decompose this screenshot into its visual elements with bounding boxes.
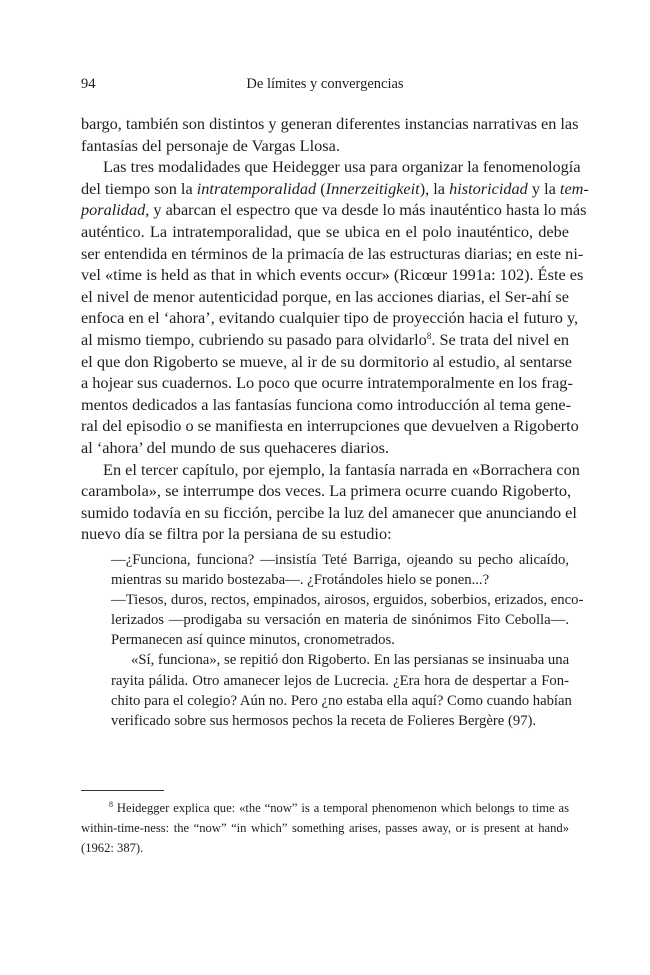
footnote-number: 8 bbox=[109, 800, 113, 809]
block-quote bbox=[111, 550, 584, 731]
text-line: bargo, también son distintos y generan diferentes instancias narrativas en las bbox=[81, 114, 579, 133]
quote-line: rayita pálida. Otro amanecer lejos de Lucrecia. ¿Era hora de despertar a Fon- bbox=[111, 672, 569, 689]
page-number: 94 bbox=[81, 76, 96, 92]
quote-line: mientras su marido bostezaba—. ¿Frotándoles hielo se ponen...? bbox=[111, 572, 490, 589]
text-line: nuevo día se filtra por la persiana de su estudio: bbox=[81, 524, 392, 544]
text-line: auténtico. La intratemporalidad, que se ubica en el polo inauténtico, debe bbox=[81, 221, 569, 241]
text-span: y la bbox=[527, 178, 560, 198]
text-line: al ‘ahora’ del mundo de sus quehaceres diarios. bbox=[81, 437, 390, 457]
italic-term: tem- bbox=[559, 178, 589, 198]
text-span: . Se trata del nivel en bbox=[431, 329, 570, 349]
text-span: Heidegger explica que: «the “now” is a temporal phenomenon which belongs to time as bbox=[113, 801, 569, 815]
footnote-divider bbox=[81, 790, 164, 791]
text-line: carambola», se interrumpe dos veces. La primera ocurre cuando Rigoberto, bbox=[81, 481, 572, 501]
text-line: vel «time is held as that in which events occur» (Ricœur 1991a: 102). Éste es bbox=[81, 265, 584, 285]
italic-term: Innerzeitigkeit bbox=[325, 178, 420, 198]
quote-line: Permanecen así quince minutos, cronometrados. bbox=[111, 632, 395, 649]
footnote-ref[interactable]: 8 bbox=[426, 330, 432, 341]
text-line bbox=[81, 178, 589, 200]
text-span: ( bbox=[316, 178, 326, 198]
italic-term: historicidad bbox=[449, 178, 528, 198]
quote-line: lerizados —prodigaba su versación en materia de sinónimos Fito Cebolla—. bbox=[111, 612, 569, 629]
text-line: el que don Rigoberto se mueve, al ir de su dormitorio al estudio, al sentarse bbox=[81, 351, 573, 371]
quote-line: verificado sobre sus hermosos pechos la receta de Folieres Bergère (97). bbox=[111, 712, 537, 729]
italic-term: poralidad bbox=[81, 200, 146, 220]
text-span: al mismo tiempo, cubriendo su pasado para olvidarlo bbox=[81, 329, 427, 349]
text-line: ral del episodio o se manifiesta en interrupciones que devuelven a Rigoberto bbox=[81, 416, 579, 436]
text-line: enfoca en el ‘ahora’, evitando cualquier tipo de proyección hacia el futuro y, bbox=[81, 308, 579, 328]
text-line: Las tres modalidades que Heidegger usa para organizar la fenomenología bbox=[103, 157, 581, 177]
text-span: del tiempo son la bbox=[81, 178, 197, 198]
body-text bbox=[81, 113, 589, 545]
text-line: a hojear sus cuadernos. Lo poco que ocurre intratemporalmente en los frag- bbox=[81, 373, 573, 393]
text-line: el nivel de menor autenticidad porque, en las acciones diarias, el Ser-ahí se bbox=[81, 286, 569, 306]
footnote-line bbox=[81, 798, 569, 818]
quote-line: —¿Funciona, funciona? —insistía Teté Barriga, ojeando su pecho alicaído, bbox=[111, 552, 569, 568]
text-line: fantasías del personaje de Vargas Llosa. bbox=[81, 135, 340, 155]
paragraph-2 bbox=[81, 156, 589, 458]
text-line: En el tercer capítulo, por ejemplo, la fantasía narrada en «Borrachera con bbox=[103, 459, 580, 479]
quote-line: —Tiesos, duros, rectos, empinados, airosos, erguidos, soberbios, erizados, enco- bbox=[111, 592, 584, 609]
footnote bbox=[81, 798, 569, 858]
text-line bbox=[81, 329, 569, 351]
text-span: ), la bbox=[419, 178, 450, 198]
text-line bbox=[81, 199, 587, 221]
quote-line: chito para el colegio? Aún no. Pero ¿no estaba ella aquí? Como cuando habían bbox=[111, 692, 572, 709]
text-line: ser entendida en términos de la primacía de las estructuras diarias; en este ni- bbox=[81, 243, 584, 263]
footnote-line: within-time-ness: the “now” “in which” something arises, passes away, or is present at hand» bbox=[81, 821, 569, 835]
footnote-line: (1962: 387). bbox=[81, 841, 144, 855]
running-title: De límites y convergencias bbox=[246, 76, 404, 92]
quote-line: «Sí, funciona», se repitió don Rigoberto. En las persianas se insinuaba una bbox=[131, 652, 570, 669]
paragraph-1 bbox=[81, 113, 579, 156]
text-line: sumido todavía en su ficción, percibe la luz del amanecer que anunciando el bbox=[81, 502, 577, 522]
text-span: , y abarcan el espectro que va desde lo más inauténtico hasta lo más bbox=[145, 200, 587, 220]
italic-term: intratemporalidad bbox=[196, 178, 317, 198]
text-line: mentos dedicados a las fantasías funciona como introducción al tema gene- bbox=[81, 394, 572, 414]
running-head bbox=[81, 76, 569, 96]
paragraph-3 bbox=[81, 459, 580, 545]
